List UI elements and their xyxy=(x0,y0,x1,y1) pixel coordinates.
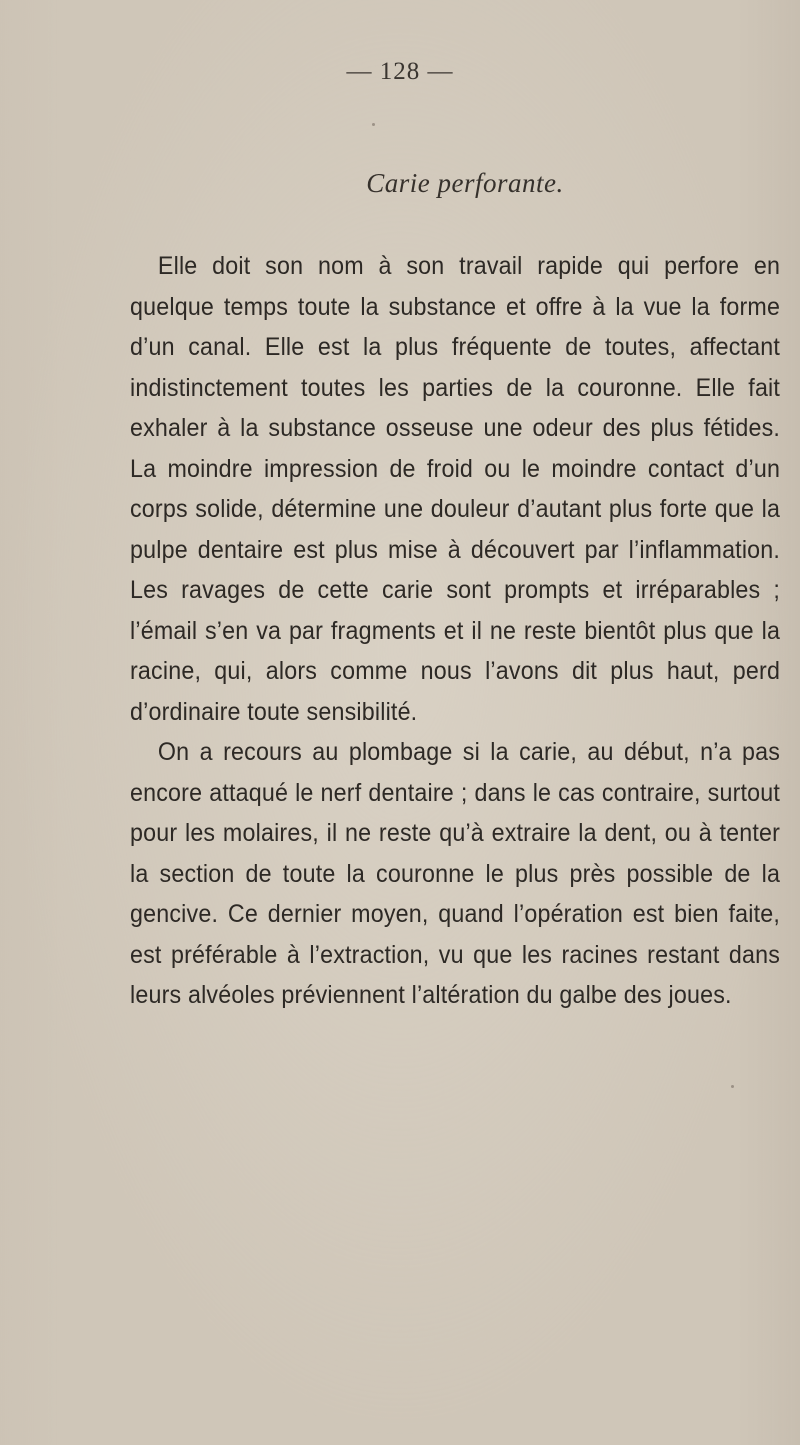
paragraph-2: On a recours au plombage si la carie, au début, n’a pas encore attaqué le nerf dentaire ; dans le cas contraire, surtout pour les molaires, il ne reste qu’à extraire la dent, ou à tenter la section de toute la couronne le plus près possible de la gencive. Ce dernier moyen, quand l’opération est bien faite, est préférable à l’extraction, vu que les racines restant dans leurs alvéoles préviennent l’altération du galbe des joues. xyxy=(130,738,781,1009)
body-text xyxy=(130,246,780,1016)
paragraph-1: Elle doit son nom à son travail rapide qui perfore en quelque temps toute la substance et offre à la vue la forme d’un canal. Elle est la plus fréquente de toutes, affectant indistinctement toutes les parties de la couronne. Elle fait exhaler à la substance osseuse une odeur des plus fétides. La moindre impression de froid ou le moindre contact d’un corps solide, détermine une douleur d’autant plus forte que la pulpe dentaire est plus mise à découvert par l’inflammation. Les ravages de cette carie sont prompts et irréparables ; l’émail s’en va par fragments et il ne reste bientôt plus que la racine, qui, alors comme nous l’avons dit plus haut, perd d’ordinaire toute sensibilité. xyxy=(130,252,781,726)
page-number: — 128 — xyxy=(346,58,454,85)
paper-speck xyxy=(372,123,375,126)
section-title: Carie perforante. xyxy=(366,168,564,198)
paper-speck xyxy=(731,1085,734,1088)
